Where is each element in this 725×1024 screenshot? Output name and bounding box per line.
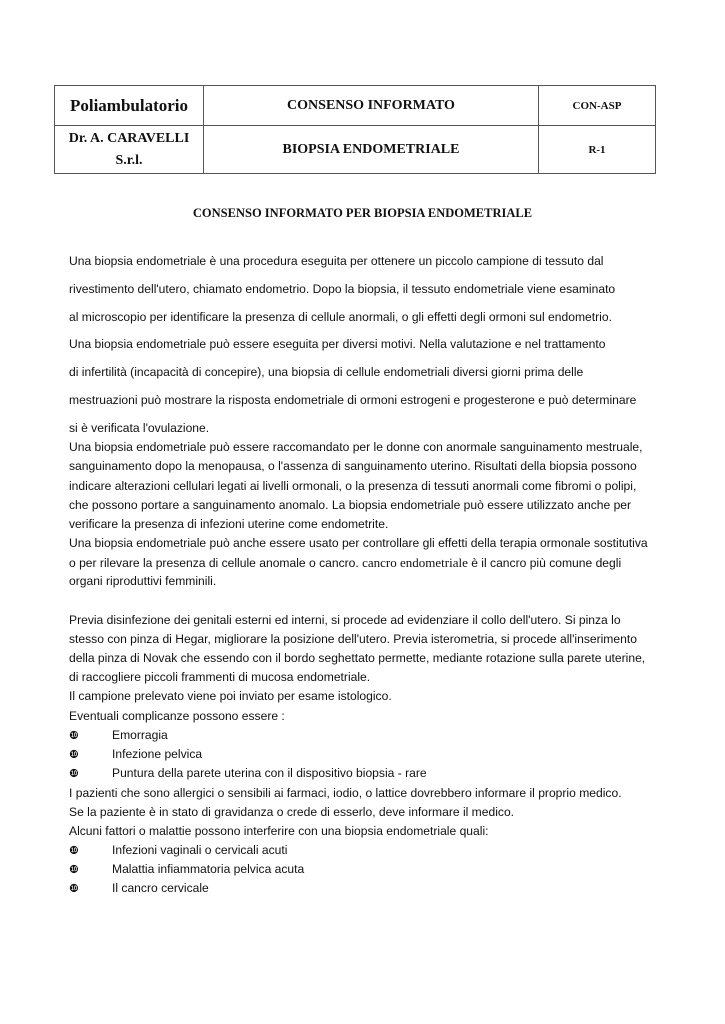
clinic-name: Poliambulatorio [55, 86, 204, 126]
clinic-owner-name: Dr. A. CARAVELLI [68, 130, 190, 146]
document-code: CON-ASP [539, 86, 656, 126]
list-item: Emorragia [112, 728, 168, 742]
text-line: Se la paziente è in stato di gravidanza o crede di esserlo, deve informare il medico. [69, 805, 515, 819]
text-line: Una biopsia endometriale può essere raccomandato per le donne con anormale sanguinamento mestruale, [69, 440, 643, 454]
text-line: di infertilità (incapacità di concepire), una biopsia di cellule endometriali diversi giorni prima delle [69, 365, 584, 379]
list-item: Il cancro cervicale [112, 881, 209, 895]
text-line: Eventuali complicanze possono essere : [69, 709, 285, 723]
list-item: Malattia infiammatoria pelvica acuta [112, 862, 305, 876]
bullet-icon: ❿ [69, 864, 79, 876]
text-line: Previa disinfezione dei genitali esterni ed interni, si procede ad evidenziare il collo dell'utero. Si pinza lo [69, 613, 621, 627]
text-line: organi riproduttivi femminili. [69, 574, 217, 588]
text-line: che possono portare a sanguinamento anomalo. La biopsia endometriale può essere utilizzato anche per [69, 498, 632, 512]
bullet-icon: ❿ [69, 883, 79, 895]
clinic-owner [55, 126, 204, 174]
text-line: Il campione prelevato viene poi inviato per esame istologico. [69, 689, 392, 703]
list-item: Puntura della parete uterina con il dispositivo biopsia - rare [112, 766, 427, 780]
text-line: della pinza di Novak che essendo con il bordo seghettato permette, mediante rotazione sulla parete uterine, [69, 651, 646, 665]
bullet-icon: ❿ [69, 730, 79, 742]
clinic-company-type: S.r.l. [115, 152, 143, 168]
text-line: si è verificata l'ovulazione. [69, 421, 210, 435]
emphasized-term: cancro endometriale [362, 555, 468, 570]
bullet-icon: ❿ [69, 749, 79, 761]
text-line: indicare alterazioni cellulari legati ai livelli ormonali, o la presenza di tessuti anormali come fibromi o polipi, [69, 479, 637, 493]
text-line: verificare la presenza di infezioni uterine come endometrite. [69, 517, 389, 531]
revision-code: R-1 [539, 126, 656, 174]
text-fragment: è il cancro più comune degli [467, 556, 622, 570]
document-header [54, 85, 656, 174]
text-line: I pazienti che sono allergici o sensibili ai farmaci, iodio, o lattice dovrebbero informare il proprio medico. [69, 786, 622, 800]
text-line: Una biopsia endometriale è una procedura eseguita per ottenere un piccolo campione di tessuto dal [69, 254, 604, 268]
text-line: al microscopio per identificare la presenza di cellule anormali, o gli effetti degli ormoni sul endometrio. [69, 310, 612, 324]
text-line: Alcuni fattori o malattie possono interferire con una biopsia endometriale quali: [69, 824, 489, 838]
text-line: mestruazioni può mostrare la risposta endometriale di ormoni estrogeni e progesterone e può determinare [69, 393, 637, 407]
list-item: Infezione pelvica [112, 747, 203, 761]
bullet-icon: ❿ [69, 768, 79, 780]
list-item: Infezioni vaginali o cervicali acuti [112, 843, 288, 857]
text-line: stesso con pinza di Hegar, migliorare la posizione dell'utero. Previa isterometria, si procede all'inserimento [69, 632, 637, 646]
header-title: CONSENSO INFORMATO [204, 86, 539, 126]
text-line: sanguinamento dopo la menopausa, o l'assenza di sanguinamento uterino. Risultati della biopsia possono [69, 459, 637, 473]
text-line: Una biopsia endometriale può essere eseguita per diversi motivi. Nella valutazione e nel trattamento [69, 337, 606, 351]
text-line: rivestimento dell'utero, chiamato endometrio. Dopo la biopsia, il tessuto endometriale viene esaminato [69, 282, 616, 296]
header-subtitle: BIOPSIA ENDOMETRIALE [204, 126, 539, 174]
text-fragment: o per rilevare la presenza di cellule anomale o cancro. [69, 556, 363, 570]
text-line: Una biopsia endometriale può anche essere usato per controllare gli effetti della terapia ormonale sostitutiva [69, 536, 648, 550]
text-line-mixed [69, 555, 621, 571]
document-title: CONSENSO INFORMATO PER BIOPSIA ENDOMETRIALE [192, 206, 533, 220]
bullet-icon: ❿ [69, 845, 79, 857]
text-line: di raccogliere piccoli frammenti di mucosa endometriale. [69, 670, 371, 684]
